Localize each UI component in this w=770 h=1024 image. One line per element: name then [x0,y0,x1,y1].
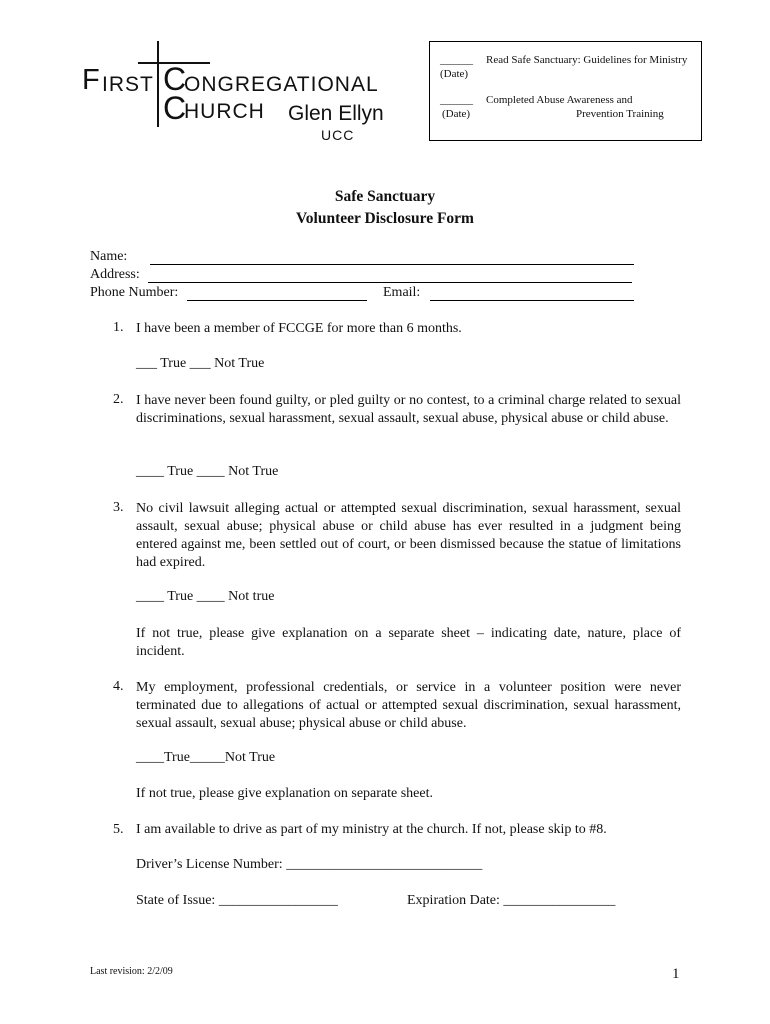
question-2-text: I have never been found guilty, or pled guilty or no contest, to a criminal charge related to sexual discriminations, sexual harassment, sexual assault, sexual abuse, physical abuse or child abuse. [136,393,681,426]
question-3-note: If not true, please give explanation on a separate sheet – indicating date, nature, place of incident. [136,626,681,659]
checklist-item2-blank: ______ [440,94,473,106]
email-field[interactable] [430,300,634,301]
logo-church-initial: C [163,90,187,126]
checklist-item2-text-line2: Prevention Training [576,108,664,120]
logo-church-rest: HURCH [184,100,265,123]
logo-cong-rest: ONGREGATIONAL [184,73,379,96]
question-3-answer[interactable]: ____ True ____ Not true [136,589,275,604]
address-field[interactable] [148,282,632,283]
checklist-item1-date: (Date) [440,68,469,80]
question-3-number: 3. [113,500,124,515]
question-5-number: 5. [113,822,124,837]
training-checklist-box [429,41,702,141]
question-4-answer[interactable]: ____True_____Not True [136,750,276,765]
logo-first-initial: F [82,64,100,96]
question-5-text: I am available to drive as part of my ministry at the church. If not, please skip to #8. [136,822,607,837]
page-number: 1 [672,966,680,982]
logo-denomination: UCC [321,127,355,143]
logo-cross-vertical [157,41,159,127]
question-1-number: 1. [113,320,124,335]
phone-field[interactable] [187,300,367,301]
form-title-line1: Safe Sanctuary [334,188,436,205]
last-revision: Last revision: 2/2/09 [90,966,173,977]
question-2-number: 2. [113,392,124,407]
name-label: Name: [90,249,128,264]
question-3-text: No civil lawsuit alleging actual or attempted sexual discrimination, sexual harassment, sexual assault, sexual abuse; physical abuse or child abuse has ever resulted in a judgment being entered against me, been settled out of court, or been dismissed because the statue of limitations had expired. [136,501,681,570]
logo-first-rest: IRST [102,73,154,96]
address-label: Address: [90,267,140,282]
question-1-text: I have been a member of FCCGE for more than 6 months. [136,321,462,336]
checklist-item1-text: Read Safe Sanctuary: Guidelines for Ministry [486,54,688,66]
drivers-license-field[interactable]: Driver’s License Number: ____________________________ [136,857,483,872]
question-4-note: If not true, please give explanation on separate sheet. [136,786,433,801]
question-2-answer[interactable]: ____ True ____ Not True [136,464,279,479]
form-title-line2: Volunteer Disclosure Form [296,210,474,227]
checklist-item1-blank: ______ [440,54,473,66]
logo-location: Glen Ellyn [288,102,384,125]
question-4-text: My employment, professional credentials, or service in a volunteer position were never terminated due to allegations of actual or attempted sexual discrimination, sexual harassment, sexual assault, sexual abuse; physical abuse or child abuse. [136,680,681,731]
question-1-answer[interactable]: ___ True ___ Not True [136,356,265,371]
checklist-item2-text-line1: Completed Abuse Awareness and [486,94,633,106]
question-4-number: 4. [113,679,124,694]
logo-cong-initial: C [163,61,187,97]
phone-label: Phone Number: [90,285,179,300]
state-of-issue-field[interactable]: State of Issue: _________________ [136,893,338,908]
expiration-date-field[interactable]: Expiration Date: ________________ [407,893,616,908]
name-field[interactable] [150,264,634,265]
email-label: Email: [383,285,421,300]
checklist-item2-date: (Date) [442,108,471,120]
